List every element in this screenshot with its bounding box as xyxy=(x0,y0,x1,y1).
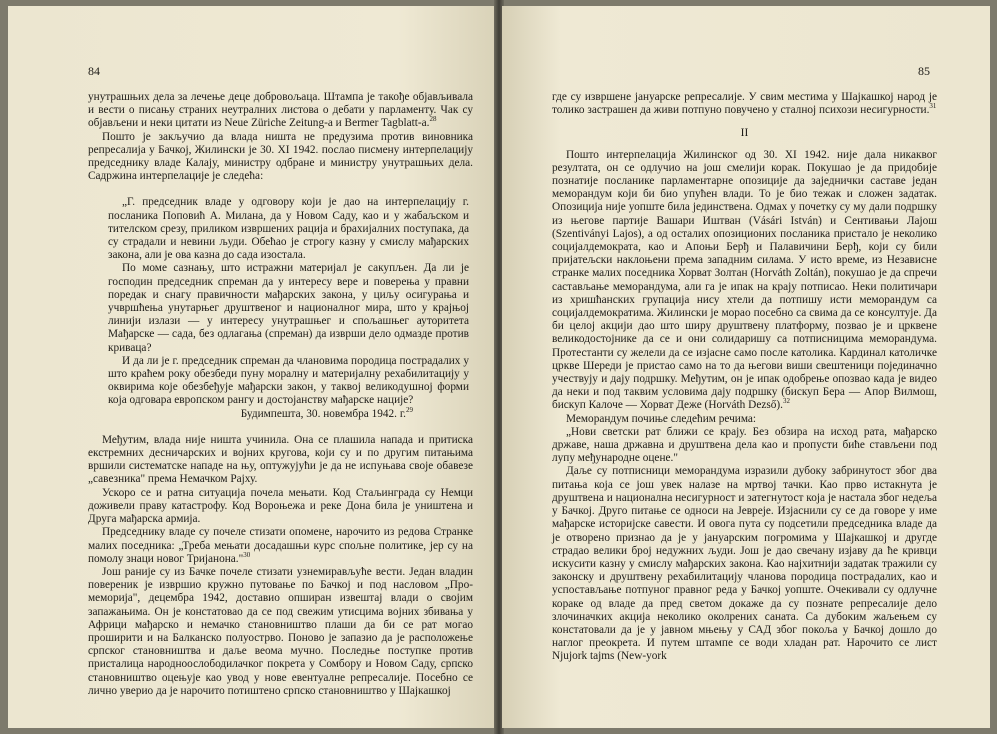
quote-paragraph: И да ли је г. председник спреман да члановима породица пострадалих у што краћем року обезбеди пуну моралну и материјалну рехабилитацију у оквирима које обезбеђује мађарски закон, у таквој великодушној форми која одговара европском рангу и достојанству мађарске нације? xyxy=(108,354,469,407)
page-number-right: 85 xyxy=(918,64,930,78)
section-heading: II xyxy=(740,127,749,140)
footnote-ref: 29 xyxy=(406,405,413,414)
paragraph: Даље су потписници меморандума изразили дубоку забринутост због два питања која се још увек налазе на мртвој тачки. Као прво истакнута је друштвена и национална несигурност и затегнутост која је настала због недеља у Бачкој. Друго питање се односи на Јевреје. Изјаснили су се да говоре у име мађарске историјске савести. И овога пута су подсетили председника владе да је отворено признао да је у јануарским погромима у Шајкашкој и другде страдао велики број недужних људи. Још је дао свечану изјаву да ће кривци искусити казну у смислу мађарских закона. Као најхитнији задатак тражили су законску и друштвену рехабилитацију чланова породица пострадалих, као и успостављање потпуног правног реда у Бачкој уопште. Очекивали су одлучне кораке од владе да пред светом докаже да су познате репресалије дело злочиначких акција неколико околрених саната. Са дубоким жаљењем су констатовали да је у јавном мњењу у САД због покоља у Бачкој дошло до наглог преокрета. И путем штампе се води хладан рат. Нарочито се лист Njujork tajms (New-york xyxy=(552,465,937,663)
quote-date: Будимпешта, 30. новембра 1942. г.$^{29}$ xyxy=(240,405,413,420)
footnote-ref: 30 xyxy=(243,550,251,559)
paragraph: Пошто је закључио да влада ништа не предузима против виновника репресалија у Бачкој, Жилински је 30. XI 1942. послао писмену интерпелацију председнику владе Калају, министру одбране и министру унутрашњих дела. Садржина интерпелације је следећа: xyxy=(88,130,473,183)
paragraph: Ускоро се и ратна ситуација почела мењати. Код Стаљинграда су Немци доживели праву катастрофу. Код Вороњежа и реке Дона била је уништена и Друга мађарска армија. xyxy=(88,486,473,526)
paragraph: Меморандум почиње следећим речима: xyxy=(566,412,757,425)
left-page xyxy=(8,6,496,728)
paragraph: унутрашњих дела за лечење деце добровољаца. Штампа је такође објављивала и вести о писању страних неутралних листова о дебати у парламенту. Чак су објављени и неки цитати из Neue Züriche Zeitung-а и Bermer Tagblatt-а.$^{28}$ xyxy=(88,91,473,130)
paragraph: Председнику владе су почеле стизати опомене, нарочито из редова Странке малих поседника: „Треба мењати досадашњи курс спољне политике, јер су на помолу знаци новог Тријанона."$^{30}$ xyxy=(88,526,473,565)
right-page xyxy=(502,6,990,728)
footnote-ref: 31 xyxy=(929,102,937,111)
paragraph: Међутим, влада није ништа учинила. Она се плашила напада и притиска екстремних десничарских и војних кругова, који су и по другим питањима вршили систематске нападе на њу, оптужујући је да не испуњава своје обавезе „савезника" према Немачком Рајху. xyxy=(88,433,473,486)
right-page-text xyxy=(552,91,937,664)
paragraph: Пошто интерпелација Жилинског од 30. XI 1942. није дала никаквог резултата, он се одлучио на још смелији корак. Покушао је да придобије познатије посланике парламентарне опозиције да заједнички саставе један меморандум који би био упућен влади. То је био тежак и сложен задатак. Опозиција није уопште била јединствена. Одмах у почетку су му дали подршку из његове партије Вашари Иштван (Vásári István) и Сентивањи Лајош (Szentiványi Lajos), а од осталих опозиционих посланика пристало је неколико социјалдемократа, као и Апоњи Берђ и Палавичини Берђ, који су били пријатељски наклоњени према западним силама. У исто време, из Независне странке малих поседника Хорват Золтан (Horváth Zoltán), покушао је да спречи састављање меморандума, али га је ипак на крају потписао. Неки политичари из хришћанских групација нису хтели да потпишу исти меморандум са социјалдемократима. Жилински је морао посебно са свима да се консултује. Да би целој акцији дао што ширу друштвену платформу, позвао је и црквене великодостојнике да се и они солидаришу са потписницима меморандума. Протестанти су желели да се изјасне само после католика. Кардинал католичке цркве Шереди је пристао само на то да његови виши свештеници појединачно учествују и дају подршку. Међутим, он је ипак одобрење опозвао када је видео да неки и под таквим условима дају подршку (бискуп Бера — Апор Вилмош, бискуп Калоче — Хорват Деже (Horváth Dezső).$^{32}$ xyxy=(552,148,937,412)
page-number-left: 84 xyxy=(88,64,100,78)
quote-paragraph: По моме сазнању, што истражни материјал је сакупљен. Да ли је господин председник спреман да у интересу вере и поверења у правни поредак и снагу правичности мађарских закона, у циљу осигурања и учвршћења унутарњег друштвеног и националног мира, што у крајњој линији излази — у интересу унутрашњег и спољашњег ауторитета Мађарске — сада, без одлагања (спреман) да изврши дело одмазде против криваца? xyxy=(108,262,469,354)
left-page-text xyxy=(88,91,473,698)
footnote-ref: 32 xyxy=(782,397,790,406)
quote-paragraph: „Г. председник владе у одговору који је дао на интерпелацију г. посланика Поповић А. Милана, да у Новом Саду, као и у жабаљском и тителском срезу, приликом извршених рација и брахијалних поступака, да су страдали и невини људи. Обећао је строгу казну у смислу мађарских закона, али је ова казна до сада изостала. xyxy=(108,196,469,262)
paragraph: Још раније су из Бачке почеле стизати узнемирављуће вести. Један владин повереник је извршио кружно путовање по Бачкој и под насловом „Про-меморија", децембра 1942, доставио опширан извештај влади о својим запажањима. Он је констатовао да се под свежим утисцима војних збивања у Африци мађарско и немачко становништво плаши да би се рат могао проширити и на Балканско полуострво. Поново је запазио да је расположење српског становништва и даље веома мучно. Последње поступке против присталица народноослободилачког покрета у Сомбору и Новом Саду, српско становништво оцењује као увод у нове евентуалне репресалије. Посебно се лично уверио да је нарочито потиштено српско становништво у Шајкашкој xyxy=(88,565,473,697)
quote-paragraph: „Нови светски рат ближи се крају. Без обзира на исход рата, мађарско државе, наша државна и друштвена дела као и пропусти биће стављени под лупу међународне оцене." xyxy=(552,425,937,465)
paragraph: где су извршене јануарске репресалије. У свим местима у Шајкашкој народ је толико застрашен да живи потпуно повучено у сталној психози несигурности.$^{31}$ xyxy=(552,91,937,117)
footnote-ref: 28 xyxy=(429,115,437,124)
